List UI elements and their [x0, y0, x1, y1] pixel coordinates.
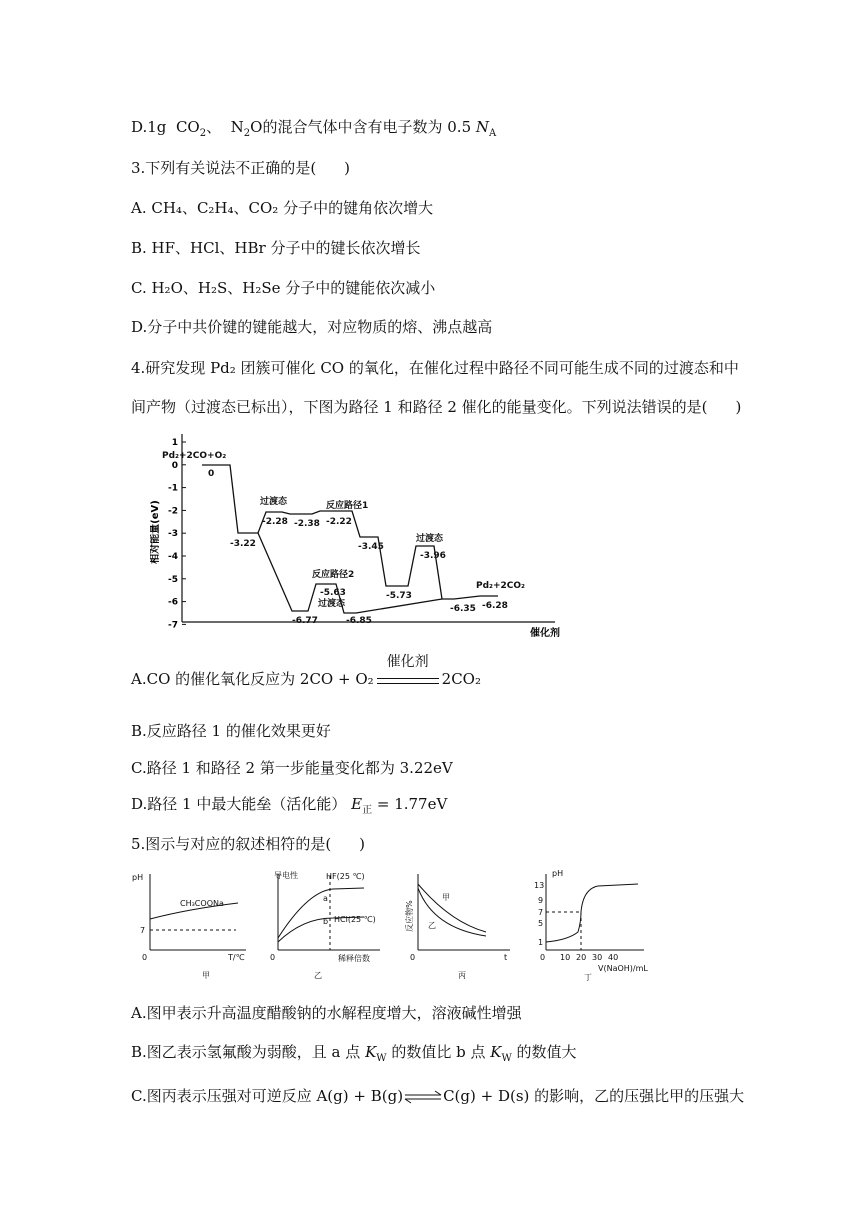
y-axis-label: 相对能量(eV): [150, 500, 161, 564]
y-tick-label: -2: [168, 506, 178, 517]
bing-jia-label: 甲: [442, 893, 450, 902]
y-tick-label: 1: [171, 438, 178, 448]
jia-origin: 0: [142, 953, 148, 962]
yi-hf-curve: [278, 888, 364, 938]
q3-option-c: C. H₂O、H₂S、H₂Se 分子中的键能依次减小: [131, 279, 436, 297]
yi-caption: 乙: [314, 971, 322, 980]
bing-ylabel: 反应物%: [405, 900, 414, 932]
q4-stem-line2: 间产物（过渡态已标出），下图为路径 1 和路径 2 催化的能量变化。下列说法错误的是( ): [131, 398, 742, 416]
ding-ylabel: pH: [552, 869, 564, 878]
label-v5: -3.45: [358, 542, 384, 552]
label-v4: -2.22: [326, 517, 352, 527]
q4-option-b: B.反应路径 1 的催化效果更好: [131, 722, 331, 740]
ding-xlabel: V(NaOH)/mL: [598, 964, 648, 973]
q4-option-c: C.路径 1 和路径 2 第一步能量变化都为 3.22eV: [131, 759, 453, 777]
bing-caption: 丙: [458, 971, 466, 980]
y-tick-label: 0: [171, 460, 178, 471]
ding-y9: 9: [538, 896, 544, 905]
ding-y5: 5: [538, 919, 544, 928]
bing-origin: 0: [410, 953, 416, 962]
jia-y7: 7: [140, 926, 146, 935]
ding-x40: 40: [608, 953, 619, 962]
jia-xlabel: T/℃: [228, 953, 245, 962]
label-v11: -6.77: [292, 616, 318, 626]
jia-ylabel: pH: [132, 873, 144, 882]
y-tick-label: -3: [168, 529, 178, 540]
ding-y7: 7: [538, 908, 544, 917]
q5-stem: 5.图示与对应的叙述相符的是( ): [131, 835, 366, 853]
q3-option-a: A. CH₄、C₂H₄、CO₂ 分子中的键角依次增大: [131, 199, 434, 217]
bing-yi-label: 乙: [428, 921, 436, 930]
label-ts2: 过渡态: [416, 534, 444, 544]
label-path1: 反应路径1: [326, 501, 369, 511]
q3-option-b: B. HF、HCl、HBr 分子中的键长依次增长: [131, 239, 421, 257]
yi-b-label: b: [323, 917, 329, 926]
label-ts3: 过渡态: [318, 599, 346, 609]
jia-curve-label: CH₃COONa: [180, 899, 224, 908]
yi-a-label: a: [323, 894, 328, 903]
q3-option-d: D.分子中共价键的键能越大，对应物质的熔、沸点越高: [131, 318, 493, 336]
ding-y13: 13: [534, 881, 545, 890]
label-v7: -3.96: [420, 551, 446, 561]
jia-caption: 甲: [202, 971, 210, 980]
label-v3: -2.38: [294, 519, 320, 529]
label-v10: -5.63: [320, 588, 346, 598]
equal-sign: [377, 678, 439, 684]
yi-xlabel: 稀释倍数: [338, 954, 370, 963]
yi-hf-label: HF(25 ℃): [326, 872, 365, 881]
ding-x10: 10: [560, 953, 571, 962]
label-start-val: 0: [208, 469, 215, 479]
label-end: Pd₂+2CO₂: [476, 581, 525, 591]
label-v1: -3.22: [230, 539, 256, 549]
equilibrium-arrow: [403, 1090, 443, 1104]
ding-caption: 丁: [584, 973, 592, 982]
label-ts1: 过渡态: [260, 497, 288, 507]
label-path2: 反应路径2: [312, 570, 355, 580]
y-tick-label: -7: [168, 620, 178, 631]
ding-x30: 30: [592, 953, 603, 962]
energy-profile-chart: [150, 432, 560, 640]
ding-titration-curve: [546, 884, 638, 942]
y-ticks: [168, 438, 186, 630]
q2-option-d: D.1g $CO_2$、 $N_2O$的混合气体中含有电子数为 0.5 $N_A$: [131, 118, 497, 139]
q4-option-d: D.路径 1 中最大能垒（活化能） $E_正 = 1.77eV$: [131, 795, 448, 816]
q5-charts: [128, 866, 688, 984]
x-axis-label: 催化剂: [530, 628, 560, 639]
y-tick-label: -4: [168, 552, 178, 562]
q3-stem: 3.下列有关说法不正确的是( ): [131, 159, 351, 177]
q4-stem-line1: 4.研究发现 Pd₂ 团簇可催化 CO 的氧化，在催化过程中路径不同可能生成不同的过渡态和中: [131, 359, 739, 377]
y-tick-label: -6: [168, 597, 178, 608]
bing-xlabel: t: [504, 953, 508, 962]
q4-option-a: A.CO 的催化氧化反应为 2CO + O₂ 催化剂 2CO₂: [131, 668, 481, 689]
yi-origin: 0: [270, 953, 276, 962]
ding-y1: 1: [538, 938, 544, 947]
yi-ylabel: 导电性: [274, 871, 298, 880]
q5-option-c: C.图丙表示压强对可逆反应 A(g) + B(g) C(g) + D(s) 的影响，乙的压强比甲的压强大: [131, 1087, 745, 1105]
q5-option-b: B.图乙表示氢氟酸为弱酸，且 a 点 $K_W$ 的数值比 b 点 $K_W$ 的数值大: [131, 1043, 577, 1064]
catalyst-label: 催化剂: [386, 654, 429, 670]
y-tick-label: -1: [168, 483, 178, 494]
label-v12: -6.85: [346, 616, 372, 626]
y-tick-label: -5: [168, 574, 178, 585]
label-v6: -5.73: [386, 591, 412, 601]
ding-x20: 20: [576, 953, 587, 962]
label-v2: -2.28: [262, 517, 288, 527]
label-start: Pd₂+2CO+O₂: [162, 451, 227, 461]
label-v8: -6.35: [450, 604, 476, 614]
label-v9: -6.28: [482, 601, 508, 611]
yi-hcl-label: HCl(25 ℃): [334, 915, 376, 924]
ding-origin: 0: [540, 953, 546, 962]
q5-option-a: A.图甲表示升高温度醋酸钠的水解程度增大，溶液碱性增强: [131, 1004, 522, 1022]
